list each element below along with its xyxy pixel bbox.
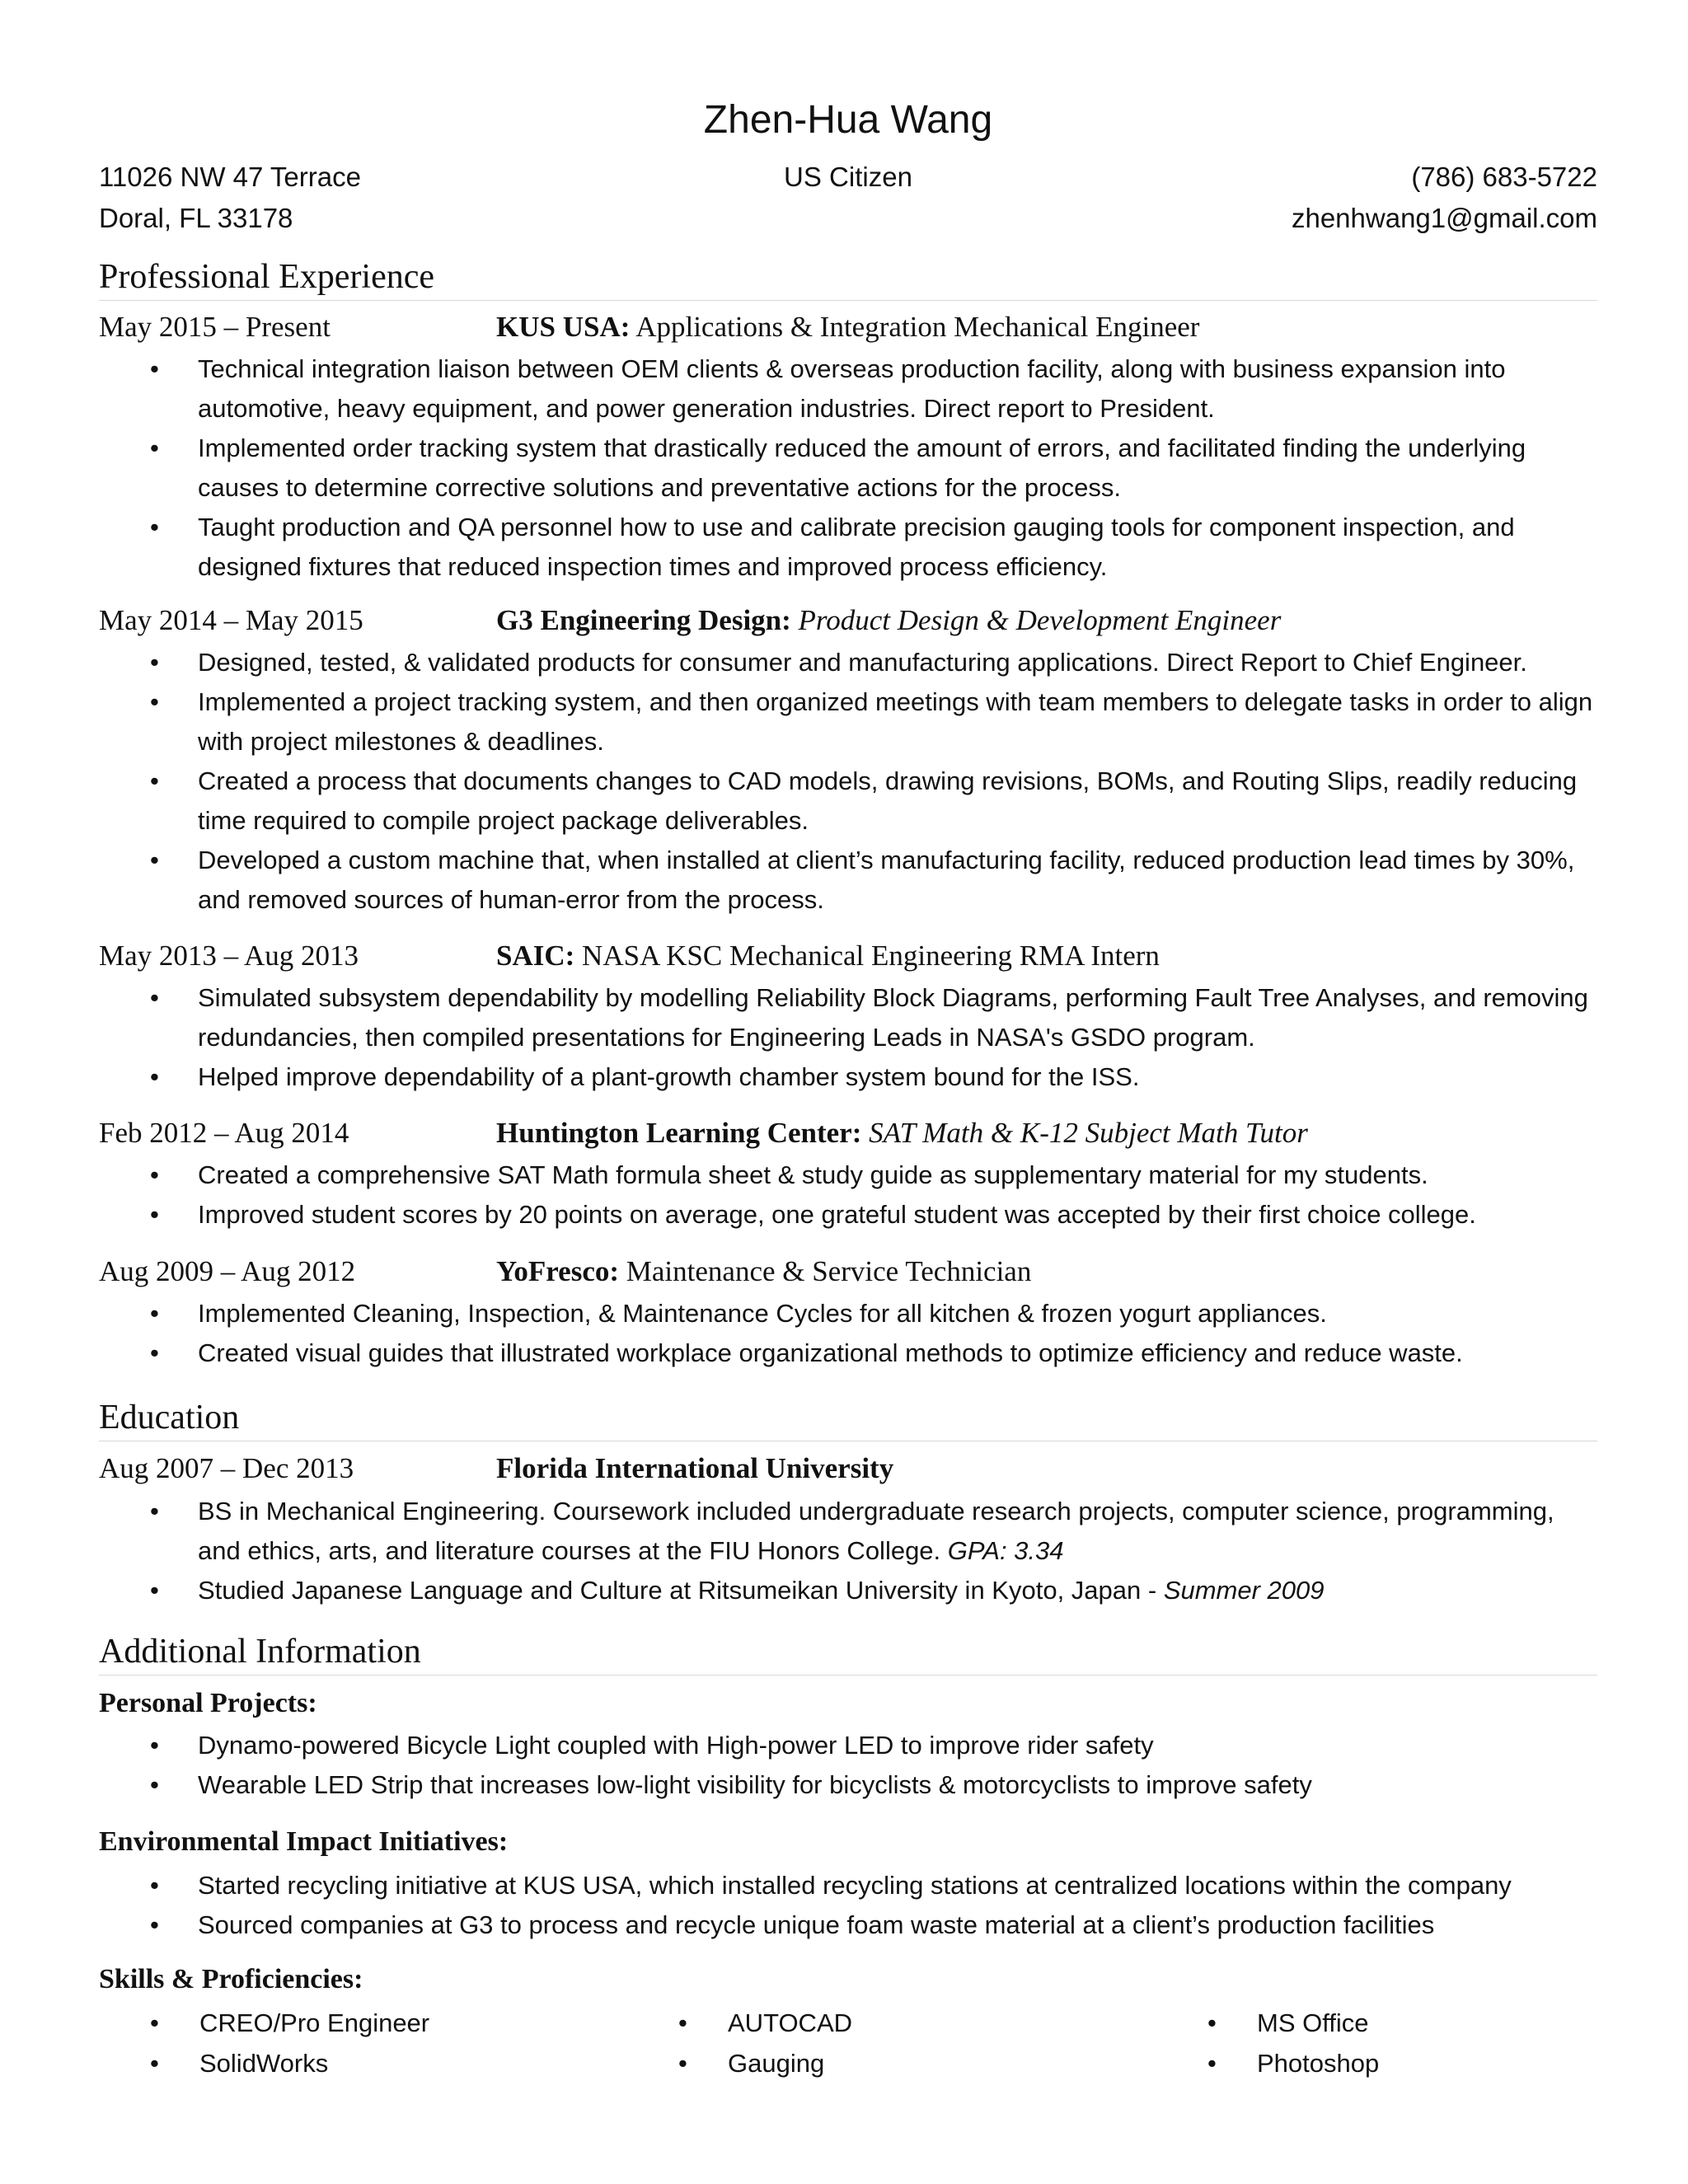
skill-label: MS Office — [1257, 2008, 1369, 2037]
section-title-experience: Professional Experience — [99, 255, 1597, 301]
list-item — [99, 1905, 1597, 1945]
skill-item — [678, 2003, 852, 2043]
job-org: G3 Engineering Design: — [496, 604, 791, 636]
skills-title: Skills & Proficiencies: — [99, 1964, 363, 1994]
bullet-icon: • — [150, 354, 159, 383]
bullet-icon: • — [150, 434, 159, 462]
job-title — [496, 1114, 1308, 1152]
list-item — [99, 1195, 1597, 1235]
bullet-icon: • — [150, 983, 159, 1012]
job-date: May 2014 – May 2015 — [99, 604, 363, 636]
list-item — [99, 1726, 1597, 1765]
bullet-text: Implemented Cleaning, Inspection, & Maintenance Cycles for all kitchen & frozen yogurt appliances. — [198, 1299, 1327, 1328]
job-role: Product Design & Development Engineer — [790, 604, 1282, 636]
list-item — [99, 978, 1597, 1057]
job-title — [496, 1253, 1031, 1291]
list-item — [99, 1866, 1597, 1905]
bullet-icon: • — [150, 1338, 159, 1367]
list-item — [99, 762, 1597, 841]
bullet-icon: • — [150, 687, 159, 716]
skills-column — [678, 2003, 852, 2083]
term: Summer 2009 — [1163, 1576, 1325, 1605]
job-org: YoFresco: — [496, 1255, 620, 1287]
bullet-text: Created visual guides that illustrated workplace organizational methods to optimize efficiency and reduce waste. — [198, 1338, 1463, 1367]
job-bullets — [99, 978, 1597, 1097]
bullet-icon: • — [150, 648, 159, 677]
bullet-icon: • — [150, 1299, 159, 1328]
job-org: KUS USA: — [496, 311, 631, 343]
bullet-icon: • — [150, 766, 159, 795]
list-item — [99, 841, 1597, 920]
bullet-text: Studied Japanese Language and Culture at Ritsumeikan University in Kyoto, Japan - — [198, 1576, 1164, 1605]
address-line-1: 11026 NW 47 Terrace — [99, 162, 361, 192]
job-org: Huntington Learning Center: — [496, 1117, 862, 1149]
job-date: May 2015 – Present — [99, 311, 331, 343]
bullet-icon: • — [150, 1200, 159, 1229]
bullet-text: Implemented order tracking system that drastically reduced the amount of errors, and facilitated finding the underlying causes to determine corrective solutions and preventative actions for the process. — [198, 434, 1526, 502]
job-org: SAIC: — [496, 940, 575, 972]
skill-label: Photoshop — [1257, 2049, 1380, 2078]
job-title — [496, 308, 1199, 346]
bullet-icon: • — [150, 1910, 159, 1939]
skill-item — [678, 2043, 852, 2083]
list-item — [99, 1492, 1597, 1571]
list-item — [99, 1571, 1597, 1610]
bullet-icon: • — [1207, 2008, 1217, 2037]
list-item — [99, 1294, 1597, 1333]
job-date: Feb 2012 – Aug 2014 — [99, 1117, 349, 1149]
job-bullets — [99, 643, 1597, 920]
bullet-text: Wearable LED Strip that increases low-light visibility for bicyclists & motorcyclists to improve safety — [198, 1770, 1312, 1799]
bullet-icon: • — [678, 2008, 687, 2037]
bullet-icon: • — [150, 846, 159, 874]
skill-item — [150, 2003, 429, 2043]
bullet-text: Simulated subsystem dependability by modelling Reliability Block Diagrams, performing Fault Tree Analyses, and removing redundancies, then compiled presentations for Engineering Leads in NASA's GSDO program. — [198, 983, 1588, 1052]
contact-info — [1292, 157, 1597, 239]
job-role: SAT Math & K-12 Subject Math Tutor — [861, 1117, 1308, 1149]
personal-projects-title: Personal Projects: — [99, 1688, 317, 1718]
bullet-icon: • — [150, 1731, 159, 1760]
job-role: Applications & Integration Mechanical Engineer — [630, 311, 1200, 343]
gpa: GPA: 3.34 — [947, 1536, 1064, 1565]
list-item — [99, 1155, 1597, 1195]
list-item — [99, 1765, 1597, 1805]
bullet-icon: • — [150, 1062, 159, 1091]
list-item — [99, 643, 1597, 682]
phone: (786) 683-5722 — [1411, 162, 1597, 192]
bullet-text: Created a process that documents changes to CAD models, drawing revisions, BOMs, and Routing Slips, readily reducing time required to compile project package deliverables. — [198, 766, 1578, 835]
list-item — [99, 1333, 1597, 1373]
skill-item — [150, 2043, 429, 2083]
bullet-text: Dynamo-powered Bicycle Light coupled with High-power LED to improve rider safety — [198, 1731, 1154, 1760]
bullet-icon: • — [150, 1576, 159, 1605]
bullet-text: Sourced companies at G3 to process and recycle unique foam waste material at a client’s production facilities — [198, 1910, 1435, 1939]
bullet-icon: • — [1207, 2049, 1217, 2078]
bullet-text: BS in Mechanical Engineering. Coursework included undergraduate research projects, computer science, programming, and ethics, arts, and literature courses at the FIU Honors College. — [198, 1497, 1554, 1565]
job-role: NASA KSC Mechanical Engineering RMA Intern — [574, 940, 1160, 972]
skill-label: CREO/Pro Engineer — [199, 2008, 430, 2037]
bullet-text: Implemented a project tracking system, and then organized meetings with team members to delegate tasks in order to align with project milestones & deadlines. — [198, 687, 1593, 756]
section-title-additional: Additional Information — [99, 1630, 1597, 1675]
bullet-icon: • — [150, 2008, 159, 2037]
bullet-text: Taught production and QA personnel how to use and calibrate precision gauging tools for component inspection, and designed fixtures that reduced inspection times and improved process efficiency. — [198, 513, 1515, 581]
citizenship: US Citizen — [784, 162, 912, 192]
bullet-text: Created a comprehensive SAT Math formula sheet & study guide as supplementary material for my students. — [198, 1160, 1428, 1189]
bullet-text: Designed, tested, & validated products for consumer and manufacturing applications. Direct Report to Chief Engineer. — [198, 648, 1527, 677]
bullet-icon: • — [150, 1497, 159, 1526]
list-item — [99, 682, 1597, 762]
list-item — [99, 1057, 1597, 1097]
bullet-text: Developed a custom machine that, when installed at client’s manufacturing facility, reduced production lead times by 30%, and removed sources of human-error from the process. — [198, 846, 1575, 914]
bullet-icon: • — [150, 513, 159, 541]
list-item — [99, 349, 1597, 429]
projects-list — [99, 1726, 1597, 1805]
list-item — [99, 429, 1597, 508]
job-bullets — [99, 1155, 1597, 1235]
job-date: May 2013 – Aug 2013 — [99, 940, 359, 972]
bullet-text: Helped improve dependability of a plant-growth chamber system bound for the ISS. — [198, 1062, 1140, 1091]
bullet-icon: • — [678, 2049, 687, 2078]
job-bullets — [99, 349, 1597, 587]
job-bullets — [99, 1294, 1597, 1373]
education-date: Aug 2007 – Dec 2013 — [99, 1452, 354, 1484]
job-title — [496, 602, 1281, 640]
skill-item — [1207, 2043, 1379, 2083]
skill-label: Gauging — [728, 2049, 825, 2078]
email: zhenhwang1@gmail.com — [1291, 203, 1597, 233]
skill-item — [1207, 2003, 1379, 2043]
bullet-icon: • — [150, 1770, 159, 1799]
bullet-icon: • — [150, 1160, 159, 1189]
bullet-text: Technical integration liaison between OEM clients & overseas production facility, along with business expansion into automotive, heavy equipment, and power generation industries. Direct report to President. — [198, 354, 1506, 423]
education-title — [496, 1450, 893, 1488]
bullet-icon: • — [150, 1871, 159, 1900]
job-date: Aug 2009 – Aug 2012 — [99, 1255, 356, 1287]
skills-column — [1207, 2003, 1379, 2083]
contact-block — [99, 157, 1597, 239]
school-name: Florida International University — [496, 1452, 894, 1484]
bullet-text: Improved student scores by 20 points on average, one grateful student was accepted by their first choice college. — [198, 1200, 1476, 1229]
skills-column — [150, 2003, 429, 2083]
section-title-education: Education — [99, 1396, 1597, 1441]
environmental-title: Environmental Impact Initiatives: — [99, 1826, 509, 1857]
skill-label: AUTOCAD — [728, 2008, 853, 2037]
skill-label: SolidWorks — [199, 2049, 329, 2078]
education-bullets — [99, 1492, 1597, 1610]
address-line-2: Doral, FL 33178 — [99, 203, 293, 233]
environment-list — [99, 1866, 1597, 1945]
list-item — [99, 508, 1597, 587]
candidate-name: Zhen-Hua Wang — [703, 98, 993, 142]
bullet-icon: • — [150, 2049, 159, 2078]
job-role: Maintenance & Service Technician — [619, 1255, 1032, 1287]
bullet-text: Started recycling initiative at KUS USA, which installed recycling stations at centralized locations within the company — [198, 1871, 1512, 1900]
job-title — [496, 937, 1160, 975]
